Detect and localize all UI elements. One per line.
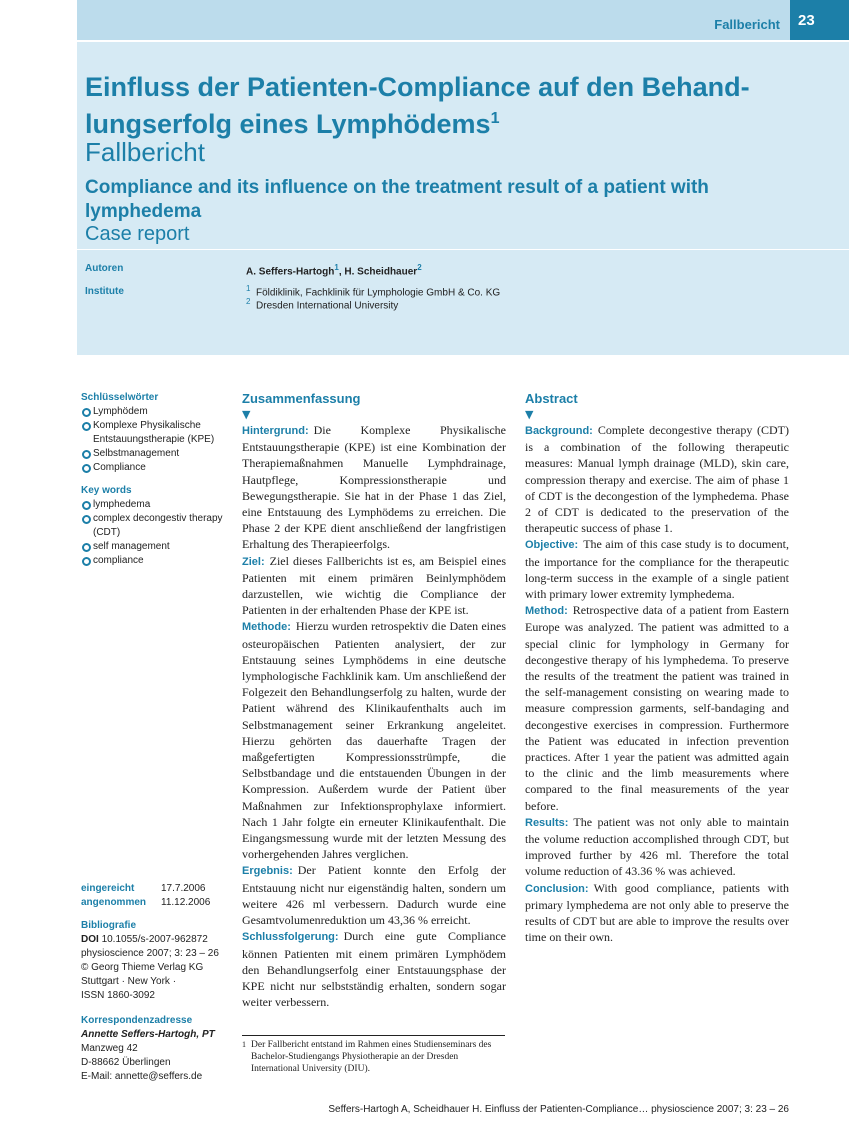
section-label: Schlussfolgerung: [242,931,339,944]
article-title-de [85,71,805,140]
section-label: Hintergrund: [242,425,309,437]
section-label: Ziel: [242,555,265,568]
abstract-en-paragraph [525,536,789,602]
title-line-1: Einfluss der Patienten-Compliance auf den Behand- [85,72,750,102]
divider [77,249,849,250]
abstract-en-paragraph [525,880,789,946]
accepted-date: 11.12.2006 [161,897,211,908]
section-text: Hierzu wurden retrospektiv die Daten eines osteuropäischen Patienten analysiert, der zur Entstauung seines Lymphödems in eine deutsche lymphologische Fachklinik kam. Um anschließend der Folgezeit den Behandlungserfolg zu halten, wurde der Patient während des Klinikaufenthalts auch im Selbstmanagement seiner Erkrankung angeleitet. Hierzu gehörten das dauerhafte Tragen der maßgefertigten Kompressionsstrümpfe, die Selbstbandage und die entstauenden Übungen in der Kompression. Außerdem wurde der Patient über Maßnahmen zur Infektionsprophylaxe informiert. Nach 1 Jahr folgte ein erneuter Klinikaufenthalt. Die Eingangsmessung wurde mit der letzten Messung des vorhergehenden Jahres verglichen. [242,619,506,862]
correspondence-name: Annette Seffers-Hartogh, PT [81,1029,215,1040]
institute-mark: 2 [246,297,251,306]
section-text: Complete decongestive therapy (CDT) is a combination of the following therapeutic measures: Manual lymph drainage (MLD), skin care, compression therapy and exercise. The aim of phase 1 of CDT is the decongestion of the lymphedema. Phase 2 of CDT is dedicated to the preservation of the therapeutic success of phase 1. [525,423,789,536]
footnote [242,1035,505,1075]
keyword-item: complex decongestiv therapy (CDT) [81,512,226,540]
down-triangle-icon: ▼ [525,408,534,421]
author-mark: 1 [334,263,339,272]
publisher: © Georg Thieme Verlag KG [81,962,204,973]
section-label: Method: [525,605,568,618]
keywords-de-label: Schlüsselwörter [81,392,159,403]
keyword-item: Komplexe Physikalische Entstauungstherapie (KPE) [81,419,226,447]
section-label: Background: [525,425,593,437]
title-footnote-mark: 1 [490,110,500,127]
author-name: A. Seffers-Hartogh [246,266,335,278]
footnote-text: Der Fallbericht entstand im Rahmen eines Studienseminars des Bachelor-Studiengangs Physiotherapie an der Dresden International University (DIU). [251,1040,492,1074]
section-label: Results: [525,816,569,829]
received-date: 17.7.2006 [161,883,206,894]
article-type-en: Case report [85,223,190,245]
page-number: 23 [790,0,849,40]
section-label: Methode: [242,621,291,634]
section-text: Der Patient konnte den Erfolg der Entstauung nicht nur eigenständig halten, sondern um weitere 426 ml verbessern. Dadurch wurde eine Gesamtvolumenreduktion um 43,36 % erreicht. [242,863,506,928]
correspondence-email: E-Mail: annette@seffers.de [81,1071,203,1082]
title-line-2: lungserfolg eines Lymphödems [85,109,491,139]
correspondence-street: Manzweg 42 [81,1043,138,1054]
section-text: The patient was not only able to maintain the volume reduction accomplished through CDT, but improved further by 426 ml. Therefore the total volume reduction of 43.36 % was achieved. [525,814,789,879]
accepted-row [81,896,226,910]
section-text: Die Komplexe Physikalische Entstauungstherapie (KPE) ist eine Kombination der Therapiemaßnahmen Manuelle Lymphdrainage, Hautpflege, Kompressionstherapie und Bewegungstherapie. Sie hat in der Phase 1 das Ziel, eine Entstauung des Lymphödems zu erreichen. Die Phase 2 der KPE dient anschließend der langfristigen Erhaltung des Therapieerfolgs. [242,423,506,552]
keyword-item: lymphedema [81,498,226,512]
section-label: Ergebnis: [242,865,293,878]
keyword-item: self management [81,540,226,554]
doi-label: DOI [81,934,99,945]
abstract-en-paragraph [525,602,789,814]
abstract-de [242,390,506,1010]
section-text: Retrospective data of a patient from Eastern Europe was analyzed. The patient was admitted to a special clinic for lymphology in Germany for decongestive therapy of his lymphedema. To preserve the results of the treatment the patient was trained in the self-management consisting on wearing made to measure compression garments, self-bandaging and decongestive exercises in compression. Furthermore the Patient was educated in infection prevention practices. After 1 year the patient was admitted again to the clinic and the limb measurements where compared to the final measurements of the year before. [525,603,789,813]
doi: 10.1055/s-2007-962872 [101,934,208,945]
doi-line [81,933,226,947]
institute-item [246,297,398,311]
section-label: Fallbericht [714,17,780,32]
down-triangle-icon: ▼ [242,408,251,421]
section-text: With good compliance, patients with primary lymphedema are not only able to preserve the results of CDT but are able to improve the results over time on their own. [525,880,789,945]
received-label: eingereicht [81,883,135,894]
author-mark: 2 [417,263,422,272]
correspondence-label: Korrespondenzadresse [81,1015,193,1026]
footnote-mark: 1 [242,1040,246,1049]
abstract-de-paragraph [242,553,506,619]
abstract-de-paragraph [242,928,506,1010]
section-label: Conclusion: [525,882,589,895]
citation: physioscience 2007; 3: 23 – 26 [81,948,219,959]
article-type-de: Fallbericht [85,137,205,167]
abstract-de-paragraph [242,618,506,862]
keywords-box [81,391,226,568]
received-row [81,882,226,896]
bibliography-label: Bibliografie [81,920,137,931]
article-info [81,882,226,1084]
accepted-label: angenommen [81,897,147,908]
page-footer-citation: Seffers-Hartogh A, Scheidhauer H. Einfluss der Patienten-Compliance… physioscience 2007; 3: 23 – 26 [328,1104,789,1115]
section-text: Durch eine gute Compliance können Patienten mit einem primären Lymphödem den Behandlungserfolg einer Entstauungsphase der KPE nicht nur selbstständig erhalten, sondern sogar weiter verbessern. [242,929,506,1010]
institutes-label: Institute [85,286,124,297]
abstract-en [525,390,789,946]
abstract-de-heading: Zusammenfassung [242,391,361,406]
authors: A. Seffers-Hartogh$^1$, H. Scheidhauer$^2$ [246,263,422,278]
keyword-item: Lymphödem [81,405,226,419]
keyword-item: Selbstmanagement [81,447,226,461]
issn: ISSN 1860-3092 [81,990,155,1001]
author-name: H. Scheidhauer [344,266,418,278]
abstract-de-paragraph [242,422,506,553]
publisher-place: Stuttgart · New York · [81,976,177,987]
article-title-en: Compliance and its influence on the treatment result of a patient with lymphedema [85,177,709,222]
institute-name: Földiklinik, Fachklinik für Lymphologie GmbH & Co. KG [256,287,501,299]
institute-name: Dresden International University [256,300,399,312]
keyword-item: Compliance [81,461,226,475]
keyword-item: compliance [81,554,226,568]
correspondence-city: D-88662 Überlingen [81,1057,171,1068]
section-label: Objective: [525,539,579,552]
section-text: Ziel dieses Fallberichts ist es, am Beispiel eines Patienten mit einem primären Beinlymphödem darzustellen, wie wichtig die Compliance der Patienten in der erhaltenden Phase der KPE ist. [242,553,506,618]
footnote-item [242,1039,505,1075]
abstract-en-heading: Abstract [525,391,578,406]
abstract-en-paragraph [525,814,789,880]
keywords-en-label: Key words [81,485,132,496]
abstract-de-paragraph [242,862,506,928]
authors-label: Autoren [85,263,124,274]
institute-mark: 1 [246,284,251,293]
abstract-en-paragraph [525,422,789,536]
section-text: The aim of this case study is to document, the importance for the compliance for the therapeutic long-term success in the example of a single patient with primary lower extremity lymphedema. [525,537,789,602]
